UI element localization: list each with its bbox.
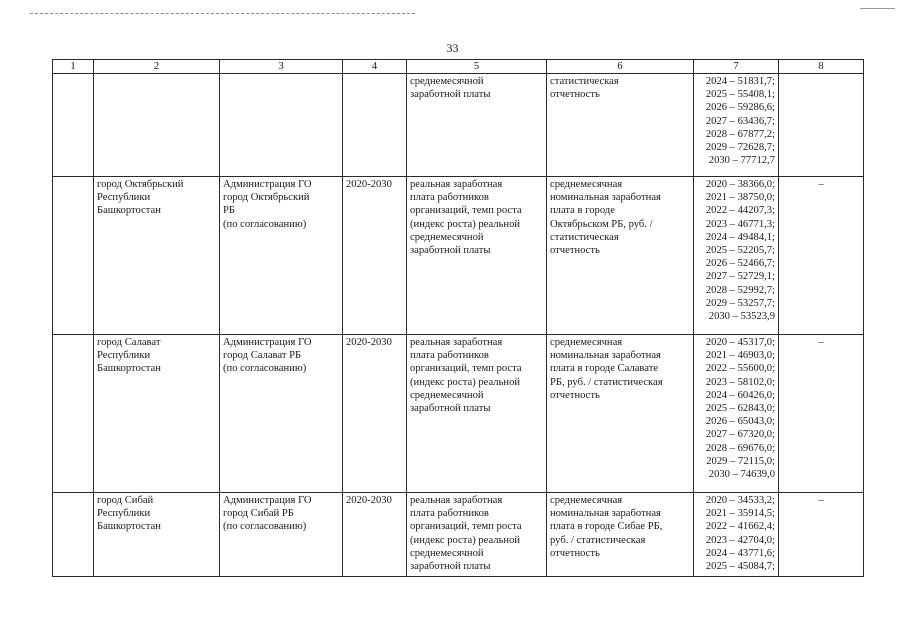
cell-line: город Сибай РБ — [223, 508, 294, 520]
cell-line: организаций, темп роста — [410, 363, 522, 375]
cell-line: среднемесячной — [410, 547, 484, 559]
cell-line: (по согласованию) — [223, 363, 307, 375]
table-row — [53, 74, 864, 177]
cell-indicator — [407, 335, 547, 493]
column-header: 1 — [53, 60, 94, 74]
cell-line: 2025 – 45084,7; — [705, 561, 775, 573]
cell-line: заработной платы — [410, 403, 491, 415]
cell-line: 2030 – 77712,7 — [708, 155, 775, 167]
cell-municipality — [94, 335, 220, 493]
cell-line: 2024 – 51831,7; — [705, 76, 775, 87]
cell-number — [53, 177, 94, 335]
table-row — [53, 177, 864, 335]
cell-line: 2023 – 46771,3; — [705, 218, 775, 230]
cell-line: заработной платы — [410, 89, 491, 101]
cell-municipality — [94, 493, 220, 577]
cell-line: 2021 – 38750,0; — [705, 192, 775, 204]
cell-line: 2028 – 52992,7; — [705, 284, 775, 296]
column-header: 6 — [547, 60, 694, 74]
cell-line: организаций, темп роста — [410, 205, 522, 217]
cell-line: Администрация ГО — [223, 495, 312, 506]
cell-line: РБ — [223, 205, 235, 217]
cell-line: 2026 – 52466,7; — [705, 258, 775, 270]
cell-line: 2028 – 69676,0; — [705, 442, 775, 454]
column-header: 5 — [407, 60, 547, 74]
cell-line: город Октябрьский — [223, 192, 310, 204]
cell-line: 2021 – 46903,0; — [705, 350, 775, 362]
cell-line: статистическая — [550, 231, 619, 243]
header-rule — [30, 13, 415, 14]
cell-line: среднемесячная — [550, 179, 623, 190]
cell-number — [53, 493, 94, 577]
cell-line: 2029 – 72628,7; — [705, 142, 775, 154]
cell-line: город Октябрьский — [97, 179, 184, 190]
header-row — [53, 60, 864, 74]
cell-line: 2024 – 60426,0; — [705, 389, 775, 401]
cell-line: Республики — [97, 350, 151, 362]
cell-line: 2023 – 42704,0; — [705, 534, 775, 546]
cell-line: реальная заработная — [410, 337, 503, 348]
cell-responsible — [220, 493, 343, 577]
column-header: 2 — [94, 60, 220, 74]
cell-line: среднемесячная — [550, 495, 623, 506]
cell-note — [779, 74, 864, 177]
cell-line: реальная заработная — [410, 495, 503, 506]
cell-line: плата работников — [410, 350, 489, 362]
cell-indicator — [407, 177, 547, 335]
cell-line: плата работников — [410, 508, 489, 520]
cell-measure — [547, 493, 694, 577]
cell-line: 2026 – 65043,0; — [705, 416, 775, 428]
cell-period — [343, 74, 407, 177]
cell-line: отчетность — [550, 547, 600, 559]
cell-line: организаций, темп роста — [410, 521, 522, 533]
cell-line: статистическая — [550, 76, 619, 87]
cell-line: плата в городе Салавате — [550, 363, 659, 375]
cell-line: Башкортостан — [97, 363, 161, 375]
cell-line: Башкортостан — [97, 521, 161, 533]
cell-line: 2027 – 67320,0; — [705, 429, 775, 441]
cell-line: реальная заработная — [410, 179, 503, 190]
cell-line: город Салават РБ — [223, 350, 302, 362]
cell-line: среднемесячной — [410, 231, 484, 243]
cell-line: (по согласованию) — [223, 521, 307, 533]
page-number: 33 — [446, 41, 459, 55]
cell-line: 2027 – 52729,1; — [705, 271, 775, 283]
cell-values — [694, 335, 779, 493]
cell-line: среднемесячной — [410, 76, 484, 87]
cell-line: (индекс роста) реальной — [410, 376, 521, 388]
cell-line: Республики — [97, 192, 151, 204]
cell-line: город Салават — [97, 337, 161, 348]
cell-line: номинальная заработная — [550, 508, 661, 520]
cell-line: 2020 – 38366,0; — [705, 179, 775, 190]
cell-note: – — [779, 335, 864, 493]
cell-line: 2025 – 55408,1; — [705, 89, 775, 101]
cell-line: Администрация ГО — [223, 337, 312, 348]
cell-values — [694, 177, 779, 335]
cell-number — [53, 74, 94, 177]
cell-measure — [547, 177, 694, 335]
cell-indicator — [407, 493, 547, 577]
column-header: 3 — [220, 60, 343, 74]
cell-line: номинальная заработная — [550, 192, 661, 204]
cell-line: плата в городе Сибае РБ, — [550, 521, 663, 533]
cell-responsible — [220, 177, 343, 335]
cell-municipality — [94, 177, 220, 335]
table-body — [53, 74, 864, 577]
cell-values — [694, 74, 779, 177]
cell-line: Октябрьском РБ, руб. / — [550, 218, 653, 230]
column-header: 7 — [694, 60, 779, 74]
cell-line: 2025 – 62843,0; — [705, 403, 775, 415]
cell-measure — [547, 74, 694, 177]
cell-line: 2020 – 34533,2; — [705, 495, 775, 506]
cell-line: 2020 – 45317,0; — [705, 337, 775, 348]
cell-line: отчетность — [550, 389, 600, 401]
cell-line: 2025 – 52205,7; — [705, 245, 775, 257]
table-row — [53, 493, 864, 577]
cell-line: Администрация ГО — [223, 179, 312, 190]
cell-line: 2022 – 41662,4; — [705, 521, 775, 533]
cell-period: 2020-2030 — [343, 493, 407, 577]
cell-line: Башкортостан — [97, 205, 161, 217]
cell-line: 2022 – 55600,0; — [705, 363, 775, 375]
cell-line: среднемесячной — [410, 389, 484, 401]
cell-line: 2026 – 59286,6; — [705, 102, 775, 114]
cell-line: отчетность — [550, 89, 600, 101]
cell-period: 2020-2030 — [343, 335, 407, 493]
cell-line: заработной платы — [410, 245, 491, 257]
cell-line: 2024 – 43771,6; — [705, 547, 775, 559]
cell-municipality — [94, 74, 220, 177]
cell-responsible — [220, 335, 343, 493]
cell-note: – — [779, 493, 864, 577]
cell-line: 2030 – 74639,0 — [708, 469, 775, 481]
cell-line: номинальная заработная — [550, 350, 661, 362]
cell-line: Республики — [97, 508, 151, 520]
cell-line: 2028 – 67877,2; — [705, 128, 775, 140]
corner-rule — [860, 8, 895, 9]
cell-line: РБ, руб. / статистическая — [550, 376, 663, 388]
cell-number — [53, 335, 94, 493]
cell-line: 2024 – 49484,1; — [705, 231, 775, 243]
cell-line: (индекс роста) реальной — [410, 534, 521, 546]
cell-line: (индекс роста) реальной — [410, 218, 521, 230]
data-table — [52, 59, 864, 577]
cell-line: среднемесячная — [550, 337, 623, 348]
cell-line: заработной платы — [410, 561, 491, 573]
cell-period: 2020-2030 — [343, 177, 407, 335]
cell-line: 2023 – 58102,0; — [705, 376, 775, 388]
cell-indicator — [407, 74, 547, 177]
cell-line: (по согласованию) — [223, 218, 307, 230]
cell-line: 2022 – 44207,3; — [705, 205, 775, 217]
cell-line: 2029 – 72115,0; — [706, 455, 775, 467]
cell-measure — [547, 335, 694, 493]
cell-line: 2030 – 53523,9 — [708, 311, 775, 323]
cell-line: отчетность — [550, 245, 600, 257]
cell-line: город Сибай — [97, 495, 154, 506]
cell-values — [694, 493, 779, 577]
column-header: 8 — [779, 60, 864, 74]
cell-line: руб. / статистическая — [550, 534, 646, 546]
cell-line: 2021 – 35914,5; — [705, 508, 775, 520]
column-header: 4 — [343, 60, 407, 74]
cell-line: 2029 – 53257,7; — [705, 297, 775, 309]
cell-line: 2027 – 63436,7; — [705, 115, 775, 127]
cell-line: плата в городе — [550, 205, 615, 217]
table-row — [53, 335, 864, 493]
cell-line: плата работников — [410, 192, 489, 204]
cell-responsible — [220, 74, 343, 177]
cell-note: – — [779, 177, 864, 335]
